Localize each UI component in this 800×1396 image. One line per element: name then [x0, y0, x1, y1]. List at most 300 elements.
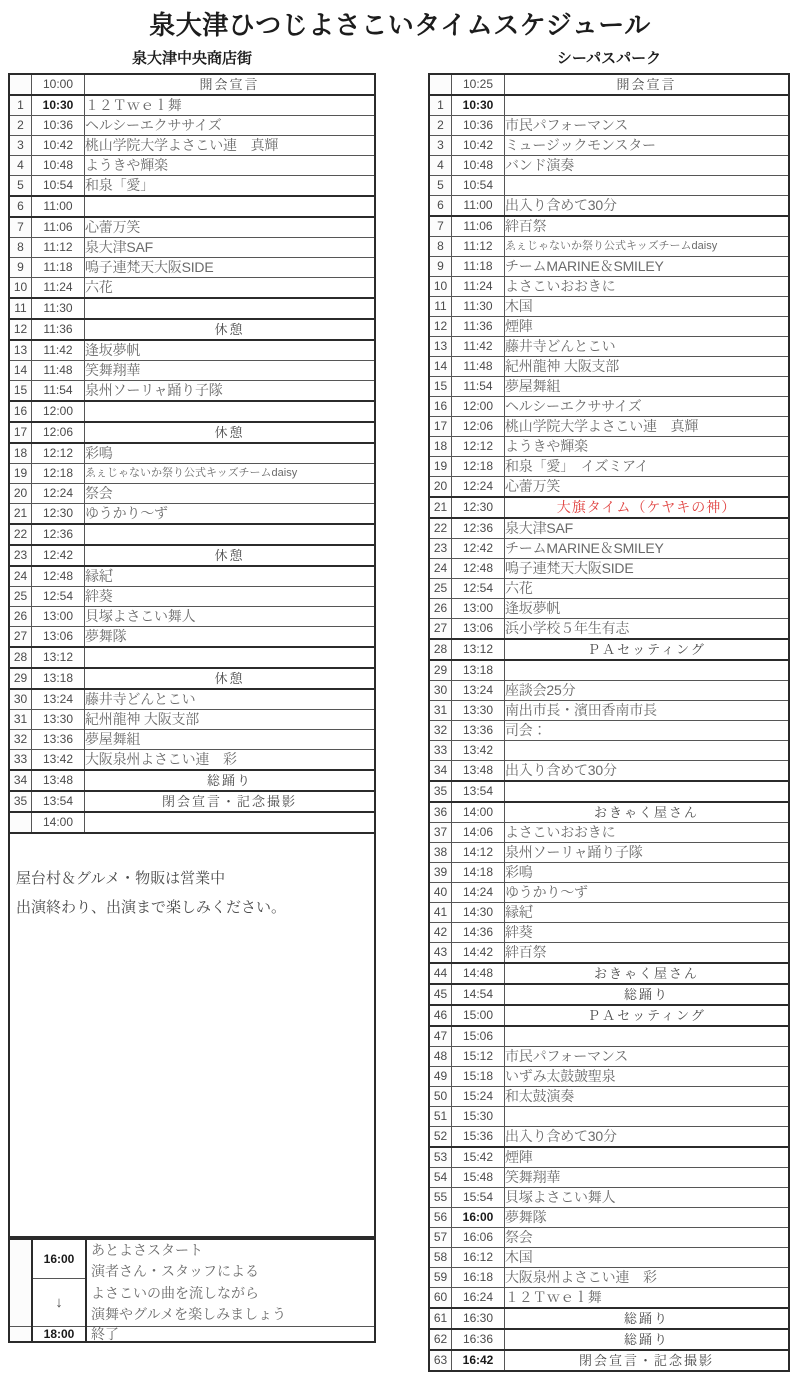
row-activity: 開会宣言	[505, 74, 790, 95]
schedule-row	[429, 1208, 789, 1228]
row-time: 15:12	[452, 1047, 505, 1067]
row-activity: 泉大津SAF	[505, 518, 790, 539]
schedule-row	[9, 647, 375, 668]
row-activity: ＰＡセッティング	[505, 1005, 790, 1026]
row-number: 38	[429, 843, 452, 863]
row-activity: 逢坂夢帆	[85, 340, 376, 361]
row-activity: 絆葵	[85, 587, 376, 607]
row-time: 13:42	[32, 750, 85, 771]
row-activity: チームMARINE＆SMILEY	[505, 257, 790, 277]
row-number: 16	[9, 401, 32, 422]
row-activity: ＰＡセッティング	[505, 639, 790, 660]
row-activity: 南出市長・濱田香南市長	[505, 701, 790, 721]
row-activity: よさこいおおきに	[505, 277, 790, 297]
schedule-row	[429, 619, 789, 640]
row-activity: 絆百祭	[505, 943, 790, 964]
row-time: 14:12	[452, 843, 505, 863]
schedule-row	[429, 1147, 789, 1168]
schedule-row	[429, 216, 789, 237]
row-number: 8	[429, 237, 452, 257]
row-time: 16:00	[452, 1208, 505, 1228]
row-number: 18	[429, 437, 452, 457]
row-activity: 休憩	[85, 422, 376, 443]
schedule-row	[429, 1168, 789, 1188]
row-activity: 桃山学院大学よさこい連 真輝	[85, 136, 376, 156]
row-activity: 縁紀゙	[85, 566, 376, 587]
schedule-row	[9, 340, 375, 361]
row-time: 14:06	[452, 823, 505, 843]
after-party-end-num-cell	[9, 1326, 32, 1342]
row-activity: 心蕾万笑	[505, 477, 790, 498]
schedule-row	[429, 317, 789, 337]
schedule-row	[429, 863, 789, 883]
row-time: 13:24	[452, 681, 505, 701]
row-time: 11:36	[452, 317, 505, 337]
schedule-row	[429, 1107, 789, 1127]
row-activity: 絆百祭	[505, 216, 790, 237]
row-number: 32	[9, 730, 32, 750]
row-number: 23	[429, 539, 452, 559]
schedule-row	[9, 627, 375, 648]
schedule-row	[9, 136, 375, 156]
row-activity: 和泉「愛」 イズミアイ	[505, 457, 790, 477]
row-time: 11:06	[452, 216, 505, 237]
schedule-row	[9, 443, 375, 464]
schedule-row	[429, 497, 789, 518]
schedule-row	[9, 196, 375, 217]
row-activity: 貝塚よさこい舞人	[505, 1188, 790, 1208]
row-time: 10:48	[32, 156, 85, 176]
row-number: 41	[429, 903, 452, 923]
schedule-row	[9, 298, 375, 319]
row-number: 19	[429, 457, 452, 477]
schedule-row	[9, 770, 375, 791]
after-party-start-time: 16:00	[32, 1239, 86, 1279]
schedule-row	[429, 377, 789, 397]
row-time: 12:36	[32, 524, 85, 545]
schedule-row	[429, 1127, 789, 1148]
row-number: 15	[429, 377, 452, 397]
row-activity: 絆葵	[505, 923, 790, 943]
row-number: 35	[9, 791, 32, 812]
schedule-row	[429, 277, 789, 297]
row-time: 11:42	[32, 340, 85, 361]
schedule-row	[429, 923, 789, 943]
row-activity: よさこいおおきに	[505, 823, 790, 843]
row-number: 26	[9, 607, 32, 627]
row-number: 28	[9, 647, 32, 668]
row-activity: 夢屋舞組	[505, 377, 790, 397]
row-number: 30	[9, 689, 32, 710]
schedule-row	[429, 337, 789, 357]
row-time: 10:42	[452, 136, 505, 156]
row-activity: ゆうかり～ず	[505, 883, 790, 903]
row-activity: いずみ太鼓皷聖泉	[505, 1067, 790, 1087]
row-time: 13:36	[452, 721, 505, 741]
row-number: 27	[429, 619, 452, 640]
schedule-row	[429, 417, 789, 437]
schedule-row	[429, 477, 789, 498]
row-activity: 出入り含めて30分	[505, 196, 790, 217]
row-time: 11:18	[32, 258, 85, 278]
row-number: 7	[9, 217, 32, 238]
schedule-row	[429, 518, 789, 539]
row-number: 25	[9, 587, 32, 607]
row-number: 10	[429, 277, 452, 297]
row-time: 13:54	[32, 791, 85, 812]
schedule-row	[429, 1067, 789, 1087]
row-time: 12:00	[452, 397, 505, 417]
schedule-row	[429, 1350, 789, 1371]
row-number: 28	[429, 639, 452, 660]
schedule-row	[429, 883, 789, 903]
row-number: 29	[9, 668, 32, 689]
schedule-row	[429, 397, 789, 417]
row-activity: ヘルシーエクササイズ	[505, 397, 790, 417]
row-activity: 泉大津SAF	[85, 238, 376, 258]
row-time: 16:18	[452, 1268, 505, 1288]
schedule-row	[429, 237, 789, 257]
row-activity: 出入り含めて30分	[505, 761, 790, 782]
row-number: 33	[429, 741, 452, 761]
row-number: 6	[429, 196, 452, 217]
schedule-row	[429, 437, 789, 457]
row-time: 11:48	[32, 361, 85, 381]
row-number: 59	[429, 1268, 452, 1288]
schedule-row	[429, 1005, 789, 1026]
schedule-row	[9, 545, 375, 566]
row-number: 27	[9, 627, 32, 648]
row-number: 9	[429, 257, 452, 277]
row-number: 57	[429, 1228, 452, 1248]
row-time: 12:06	[452, 417, 505, 437]
row-number: 24	[9, 566, 32, 587]
schedule-row	[429, 761, 789, 782]
row-activity: 彩鳴	[85, 443, 376, 464]
row-time: 14:00	[32, 812, 85, 833]
schedule-row	[429, 1288, 789, 1309]
row-time: 14:48	[452, 963, 505, 984]
row-activity: 煙陣	[505, 1147, 790, 1168]
row-time: 12:48	[452, 559, 505, 579]
row-number: 24	[429, 559, 452, 579]
after-party-body	[86, 1239, 375, 1326]
schedule-row	[429, 297, 789, 317]
row-activity	[505, 95, 790, 116]
schedule-row	[9, 812, 375, 833]
row-number: 40	[429, 883, 452, 903]
row-time: 10:36	[452, 116, 505, 136]
row-time: 12:54	[32, 587, 85, 607]
row-time: 11:12	[32, 238, 85, 258]
after-party-detail-line: 演舞やグルメを楽しみましょう	[91, 1306, 287, 1323]
schedule-row	[9, 710, 375, 730]
row-time: 12:12	[32, 443, 85, 464]
row-activity	[505, 176, 790, 196]
schedule-row	[9, 176, 375, 197]
row-number: 9	[9, 258, 32, 278]
row-number: 21	[9, 504, 32, 525]
row-activity: 木国	[505, 297, 790, 317]
venue-title-left: 泉大津中央商店街	[131, 50, 252, 67]
venue-column-right	[428, 50, 790, 1372]
row-time: 12:30	[32, 504, 85, 525]
row-time: 11:24	[32, 278, 85, 299]
schedule-row	[429, 639, 789, 660]
row-time: 16:12	[452, 1248, 505, 1268]
row-number: 10	[9, 278, 32, 299]
note-line: 屋台村＆グルメ・物販は営業中	[16, 870, 226, 887]
row-time: 13:24	[32, 689, 85, 710]
row-number: 36	[429, 802, 452, 823]
row-time: 15:36	[452, 1127, 505, 1148]
row-number: 46	[429, 1005, 452, 1026]
row-number: 12	[429, 317, 452, 337]
row-number: 21	[429, 497, 452, 518]
row-activity	[505, 741, 790, 761]
row-number: 18	[9, 443, 32, 464]
row-number: 52	[429, 1127, 452, 1148]
row-activity: おきゃく屋さん	[505, 802, 790, 823]
row-time: 16:36	[452, 1329, 505, 1350]
row-number: 16	[429, 397, 452, 417]
row-number: 42	[429, 923, 452, 943]
schedule-table-left	[8, 73, 376, 834]
row-number: 45	[429, 984, 452, 1005]
row-number: 13	[9, 340, 32, 361]
row-number: 4	[9, 156, 32, 176]
row-time: 10:36	[32, 116, 85, 136]
schedule-row	[9, 587, 375, 607]
row-number: 49	[429, 1067, 452, 1087]
schedule-row	[9, 566, 375, 587]
schedule-row	[429, 1228, 789, 1248]
row-number: 20	[429, 477, 452, 498]
schedule-row	[429, 1026, 789, 1047]
row-number: 61	[429, 1308, 452, 1329]
row-activity	[505, 781, 790, 802]
schedule-row	[9, 401, 375, 422]
row-time: 15:18	[452, 1067, 505, 1087]
row-time: 14:00	[452, 802, 505, 823]
row-activity: 泉州ソーリャ踊り子隊	[505, 843, 790, 863]
row-number: 58	[429, 1248, 452, 1268]
row-activity	[505, 1107, 790, 1127]
row-activity: 笑舞翔華	[505, 1168, 790, 1188]
row-number: 17	[429, 417, 452, 437]
row-time: 11:36	[32, 319, 85, 340]
row-activity: 市民パフォーマンス	[505, 1047, 790, 1067]
schedule-row	[9, 74, 375, 95]
row-number: 13	[429, 337, 452, 357]
row-activity: ゆうかり～ず	[85, 504, 376, 525]
row-time: 13:12	[32, 647, 85, 668]
row-number: 8	[9, 238, 32, 258]
row-activity: ようきや輝楽	[85, 156, 376, 176]
row-time: 12:42	[32, 545, 85, 566]
row-activity: ヘルシーエクササイズ	[85, 116, 376, 136]
row-time: 11:48	[452, 357, 505, 377]
schedule-row	[9, 607, 375, 627]
row-activity: 休憩	[85, 545, 376, 566]
row-activity: 座談会25分	[505, 681, 790, 701]
row-activity: 総踊り	[505, 1308, 790, 1329]
row-number: 63	[429, 1350, 452, 1371]
row-number: 7	[429, 216, 452, 237]
row-activity	[85, 196, 376, 217]
schedule-row	[9, 381, 375, 402]
row-number: 60	[429, 1288, 452, 1309]
page-title: 泉大津ひつじよさこいタイムスケジュール	[149, 10, 651, 40]
row-activity: 縁紀゙	[505, 903, 790, 923]
note-line: 出演終わり、出演まで楽しみください。	[16, 899, 287, 917]
row-time: 11:30	[452, 297, 505, 317]
row-number: 53	[429, 1147, 452, 1168]
row-number: 22	[9, 524, 32, 545]
schedule-row	[429, 196, 789, 217]
schedule-row	[9, 156, 375, 176]
row-time: 12:24	[32, 484, 85, 504]
row-number: 51	[429, 1107, 452, 1127]
row-number: 56	[429, 1208, 452, 1228]
row-activity: 煙陣	[505, 317, 790, 337]
row-activity: 閉会宣言・記念撮影	[505, 1350, 790, 1371]
row-activity: 市民パフォーマンス	[505, 116, 790, 136]
schedule-row	[429, 176, 789, 196]
row-activity: 六花	[85, 278, 376, 299]
row-activity: 祭会	[85, 484, 376, 504]
schedule-row	[9, 730, 375, 750]
row-activity: 紀州龍神 大阪支部	[85, 710, 376, 730]
row-activity: 閉会宣言・記念撮影	[85, 791, 376, 812]
schedule-row	[429, 257, 789, 277]
row-number: 15	[9, 381, 32, 402]
row-number: 37	[429, 823, 452, 843]
schedule-row	[429, 721, 789, 741]
row-time: 12:36	[452, 518, 505, 539]
schedule-row	[429, 116, 789, 136]
row-number: 34	[429, 761, 452, 782]
row-number: 6	[9, 196, 32, 217]
row-time: 11:00	[32, 196, 85, 217]
after-party-main-row	[9, 1239, 375, 1279]
row-number: 5	[9, 176, 32, 197]
row-number: 3	[429, 136, 452, 156]
after-party-detail-line: よさこいの曲を流しながら	[91, 1284, 259, 1301]
schedule-table-right-body	[429, 74, 789, 1371]
row-time: 11:06	[32, 217, 85, 238]
row-number: 50	[429, 1087, 452, 1107]
row-activity: １２Ｔｗｅｌ舞	[85, 95, 376, 116]
row-activity: 出入り含めて30分	[505, 1127, 790, 1148]
row-activity: 貝塚よさこい舞人	[85, 607, 376, 627]
schedule-row	[9, 238, 375, 258]
row-time: 12:00	[32, 401, 85, 422]
row-time: 13:30	[32, 710, 85, 730]
schedule-row	[429, 741, 789, 761]
after-party-detail-line: 演者さん・スタッフによる	[91, 1263, 259, 1280]
row-time: 10:54	[32, 176, 85, 197]
venue-title-right: シーパスパーク	[556, 50, 662, 67]
row-time: 10:30	[32, 95, 85, 116]
row-number: 39	[429, 863, 452, 883]
schedule-row	[429, 1268, 789, 1288]
after-party-arrow-icon: ↓	[32, 1279, 86, 1326]
row-number: 32	[429, 721, 452, 741]
schedule-row	[429, 660, 789, 681]
row-number: 14	[9, 361, 32, 381]
schedule-row	[9, 217, 375, 238]
row-time: 10:25	[452, 74, 505, 95]
row-time: 11:24	[452, 277, 505, 297]
row-activity: バンド演奏	[505, 156, 790, 176]
row-time: 13:18	[452, 660, 505, 681]
row-time: 12:42	[452, 539, 505, 559]
schedule-row	[9, 689, 375, 710]
row-time: 15:48	[452, 1168, 505, 1188]
row-time: 12:18	[32, 464, 85, 484]
schedule-row	[429, 984, 789, 1005]
row-number	[9, 812, 32, 833]
row-time: 13:18	[32, 668, 85, 689]
row-time: 16:42	[452, 1350, 505, 1371]
row-time: 12:24	[452, 477, 505, 498]
row-activity: 泉州ソーリャ踊り子隊	[85, 381, 376, 402]
row-number: 11	[9, 298, 32, 319]
schedule-row	[429, 74, 789, 95]
row-time: 15:42	[452, 1147, 505, 1168]
schedule-row	[9, 750, 375, 771]
row-number: 12	[9, 319, 32, 340]
row-time: 14:36	[452, 923, 505, 943]
row-activity: 総踊り	[85, 770, 376, 791]
row-activity: 六花	[505, 579, 790, 599]
row-time: 11:54	[32, 381, 85, 402]
row-number: 22	[429, 518, 452, 539]
row-time: 15:30	[452, 1107, 505, 1127]
after-party-end-label: 終了	[86, 1326, 375, 1342]
schedule-row	[429, 1329, 789, 1350]
row-activity: 鳴子連梵天大阪SIDE	[505, 559, 790, 579]
row-number: 43	[429, 943, 452, 964]
row-activity: 休憩	[85, 319, 376, 340]
row-time: 13:00	[32, 607, 85, 627]
row-time: 11:00	[452, 196, 505, 217]
row-activity	[85, 298, 376, 319]
schedule-row	[429, 457, 789, 477]
venue-column-left	[8, 50, 376, 1343]
row-time: 13:12	[452, 639, 505, 660]
row-number: 14	[429, 357, 452, 377]
row-activity: 大阪泉州よさこい連 彩	[85, 750, 376, 771]
row-activity: 休憩	[85, 668, 376, 689]
schedule-row	[429, 781, 789, 802]
schedule-row	[429, 681, 789, 701]
row-time: 13:30	[452, 701, 505, 721]
row-time: 15:54	[452, 1188, 505, 1208]
schedule-row	[9, 464, 375, 484]
row-number	[9, 74, 32, 95]
row-time: 13:06	[452, 619, 505, 640]
schedule-table-left-body	[9, 74, 375, 833]
row-time: 12:54	[452, 579, 505, 599]
row-time: 14:54	[452, 984, 505, 1005]
schedule-row	[9, 95, 375, 116]
schedule-row	[9, 668, 375, 689]
schedule-row	[429, 823, 789, 843]
schedule-row	[429, 357, 789, 377]
row-activity	[85, 647, 376, 668]
